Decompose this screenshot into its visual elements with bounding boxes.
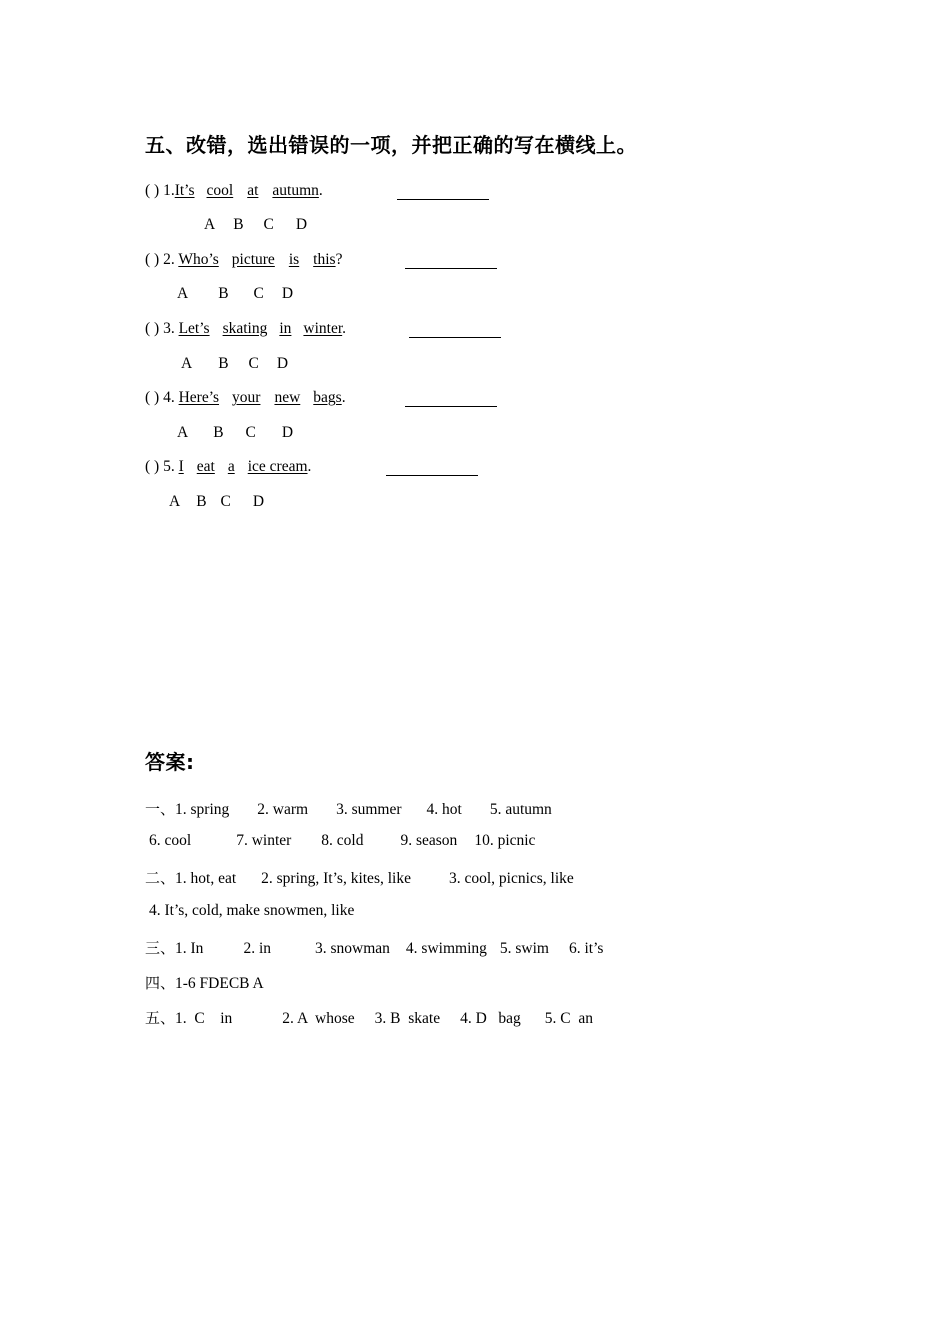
- word-d: bags: [313, 389, 342, 406]
- option-d: D: [281, 285, 294, 302]
- question-2: [145, 251, 342, 269]
- question-4: [145, 389, 346, 407]
- option-d: D: [252, 493, 265, 510]
- answers-line-7: [145, 1007, 593, 1028]
- answer-item: 5. autumn: [489, 801, 552, 818]
- word-a: It’s: [174, 182, 195, 199]
- question-1: [145, 182, 323, 200]
- answers-line-3: [145, 867, 574, 888]
- answer-item: 3. summer: [336, 801, 402, 818]
- question-prefix: ( ) 3.: [145, 320, 175, 337]
- option-c: C: [263, 216, 274, 233]
- answer-item: 9. season: [400, 832, 458, 849]
- answer-item: 8. cold: [321, 832, 364, 849]
- answer-item: 10. picnic: [474, 832, 536, 849]
- option-b: B: [196, 493, 207, 510]
- answer-item: 2. warm: [257, 801, 309, 818]
- question-prefix: ( ) 5.: [145, 458, 175, 475]
- word-b: picture: [231, 251, 275, 268]
- option-d: D: [276, 355, 289, 372]
- option-a: A: [204, 216, 216, 233]
- answer-blank-4[interactable]: [405, 392, 497, 407]
- answer-item: 4. It’s, cold, make snowmen, like: [149, 902, 355, 919]
- answers-line-2: [149, 832, 535, 850]
- question-5: [145, 458, 311, 476]
- option-c: C: [245, 424, 256, 441]
- options-2: [177, 285, 293, 303]
- question-prefix: ( ) 4.: [145, 389, 175, 406]
- word-a: Here’s: [178, 389, 220, 406]
- question-prefix: ( ) 2.: [145, 251, 175, 268]
- answer-item: 1. C in: [175, 1010, 233, 1027]
- word-c: new: [274, 389, 301, 406]
- options-4: [177, 424, 293, 442]
- answer-item: 1. In: [175, 940, 204, 957]
- section-label: 三、: [145, 939, 176, 957]
- word-a: I: [178, 458, 184, 475]
- question-end: .: [318, 182, 323, 199]
- section-label: 二、: [145, 869, 176, 887]
- section-title: 五、改错，选出错误的一项，并把正确的写在横线上。: [145, 133, 637, 157]
- question-end: .: [341, 389, 346, 406]
- answer-item: 1. hot, eat: [175, 870, 237, 887]
- option-a: A: [169, 493, 181, 510]
- word-c: at: [247, 182, 259, 199]
- word-c: in: [279, 320, 292, 337]
- option-b: B: [218, 285, 229, 302]
- word-b: skating: [222, 320, 268, 337]
- answer-blank-3[interactable]: [409, 323, 501, 338]
- answer-blank-5[interactable]: [386, 461, 478, 476]
- options-3: [181, 355, 288, 373]
- answer-item: 3. B skate: [374, 1010, 441, 1027]
- word-c: is: [288, 251, 300, 268]
- word-c: a: [227, 458, 235, 475]
- question-3: [145, 320, 346, 338]
- answer-item: 3. snowman: [315, 940, 390, 957]
- answer-item: 2. spring, It’s, kites, like: [261, 870, 411, 887]
- answer-blank-1[interactable]: [397, 185, 489, 200]
- section-label: 五、: [145, 1009, 176, 1027]
- answer-item: 5. swim: [499, 940, 549, 957]
- answers-line-5: [145, 937, 603, 958]
- answer-item: 1-6 FDECB A: [175, 975, 264, 992]
- answers-line-4: [149, 902, 354, 920]
- answer-item: 7. winter: [236, 832, 292, 849]
- word-b: eat: [196, 458, 215, 475]
- option-d: D: [281, 424, 294, 441]
- answer-item: 3. cool, picnics, like: [448, 870, 574, 887]
- word-d: this: [313, 251, 336, 268]
- option-c: C: [253, 285, 264, 302]
- answers-line-6: [145, 972, 264, 993]
- answer-item: 4. swimming: [405, 940, 487, 957]
- answer-item: 4. hot: [426, 801, 462, 818]
- answers-title: 答案:: [145, 750, 195, 774]
- section-label: 一、: [145, 800, 176, 818]
- answer-item: 5. C an: [544, 1010, 593, 1027]
- word-a: Let’s: [178, 320, 210, 337]
- option-a: A: [177, 285, 189, 302]
- options-1: [204, 216, 307, 234]
- option-d: D: [295, 216, 308, 233]
- question-end: .: [307, 458, 312, 475]
- option-b: B: [233, 216, 244, 233]
- option-a: A: [181, 355, 193, 372]
- option-b: B: [213, 424, 224, 441]
- word-a: Who’s: [178, 251, 219, 268]
- word-b: your: [232, 389, 261, 406]
- question-end: ?: [335, 251, 343, 268]
- option-b: B: [218, 355, 229, 372]
- question-end: .: [342, 320, 347, 337]
- answer-item: 6. cool: [149, 832, 192, 849]
- answer-blank-2[interactable]: [405, 254, 497, 269]
- option-c: C: [220, 493, 231, 510]
- answer-item: 2. A whose: [282, 1010, 355, 1027]
- answer-item: 1. spring: [175, 801, 230, 818]
- answer-item: 4. D bag: [460, 1010, 521, 1027]
- answer-item: 2. in: [243, 940, 271, 957]
- word-d: winter: [303, 320, 343, 337]
- section-label: 四、: [145, 974, 176, 992]
- option-c: C: [248, 355, 259, 372]
- question-prefix: ( ) 1.: [145, 182, 175, 199]
- answer-item: 6. it’s: [568, 940, 604, 957]
- word-d: ice cream: [247, 458, 308, 475]
- answers-line-1: [145, 798, 552, 819]
- options-5: [169, 493, 264, 511]
- word-b: cool: [206, 182, 234, 199]
- option-a: A: [177, 424, 189, 441]
- word-d: autumn: [272, 182, 319, 199]
